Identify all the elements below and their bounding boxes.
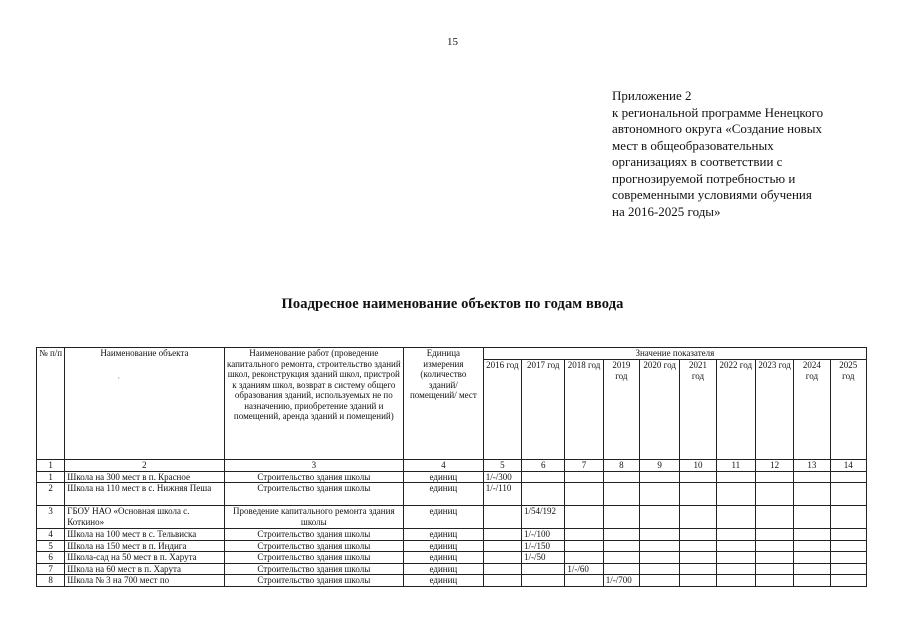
row-value-2021	[680, 471, 716, 483]
row-value-2017: 1/-/50	[522, 552, 565, 564]
appendix-note	[612, 88, 892, 220]
appendix-line: прогнозируемой потребностью и	[612, 170, 796, 186]
row-value-2019: 1/-/700	[603, 575, 639, 587]
column-number: 13	[794, 460, 830, 472]
row-value-2025	[830, 563, 866, 575]
row-number: 7	[37, 563, 65, 575]
appendix-line: современными условиями обучения	[612, 187, 812, 202]
page-number: 15	[447, 36, 458, 48]
row-value-2016	[483, 506, 521, 529]
column-number: 7	[565, 460, 603, 472]
header-year: 2023 год	[755, 360, 793, 460]
column-number: 3	[224, 460, 404, 472]
header-year: 2019 год	[603, 360, 639, 460]
row-value-2022	[716, 575, 755, 587]
header-object-mark: ·	[117, 372, 121, 383]
table-row	[37, 483, 867, 506]
appendix-line: на 2016-2025 годы»	[612, 203, 721, 219]
row-value-2017	[522, 483, 565, 506]
row-value-2017	[522, 563, 565, 575]
table-row	[37, 540, 867, 552]
row-value-2023	[755, 471, 793, 483]
header-year: 2025 год	[830, 360, 866, 460]
row-value-2021	[680, 506, 716, 529]
row-value-2017	[522, 575, 565, 587]
header-year: 2021 год	[680, 360, 716, 460]
row-value-2018	[565, 471, 603, 483]
row-value-2023	[755, 529, 793, 541]
row-value-2025	[830, 540, 866, 552]
row-value-2023	[755, 540, 793, 552]
row-unit: единиц	[404, 529, 484, 541]
row-value-2021	[680, 540, 716, 552]
row-value-2019	[603, 552, 639, 564]
row-unit: единиц	[404, 575, 484, 587]
row-value-2020	[640, 540, 680, 552]
row-value-2019	[603, 483, 639, 506]
row-works: Строительство здания школы	[224, 575, 404, 587]
row-value-2025	[830, 483, 866, 506]
row-value-2023	[755, 483, 793, 506]
row-unit: единиц	[404, 563, 484, 575]
row-value-2019	[603, 471, 639, 483]
row-value-2021	[680, 575, 716, 587]
table-row	[37, 471, 867, 483]
row-value-2021	[680, 483, 716, 506]
row-works: Проведение капитального ремонта здания школы	[224, 506, 404, 529]
row-number: 3	[37, 506, 65, 529]
row-value-2020	[640, 563, 680, 575]
row-value-2022	[716, 483, 755, 506]
column-number: 1	[37, 460, 65, 472]
row-object: Школа на 60 мест в п. Харута	[65, 563, 224, 575]
row-number: 2	[37, 483, 65, 506]
row-unit: единиц	[404, 506, 484, 529]
row-value-2016	[483, 552, 521, 564]
row-value-2023	[755, 575, 793, 587]
appendix-line: Приложение 2	[612, 88, 692, 103]
table-row	[37, 506, 867, 529]
column-number: 6	[522, 460, 565, 472]
row-value-2023	[755, 552, 793, 564]
row-value-2025	[830, 506, 866, 529]
row-unit: единиц	[404, 471, 484, 483]
row-object: Школа № 3 на 700 мест по	[65, 575, 224, 587]
header-year: 2024 год	[794, 360, 830, 460]
column-numbers-row	[37, 460, 867, 472]
row-value-2018	[565, 575, 603, 587]
row-unit: единиц	[404, 552, 484, 564]
row-value-2019	[603, 563, 639, 575]
row-value-2023	[755, 563, 793, 575]
column-number: 12	[755, 460, 793, 472]
row-value-2024	[794, 552, 830, 564]
row-works: Строительство здания школы	[224, 563, 404, 575]
row-value-2016: 1/-/110	[483, 483, 521, 506]
appendix-line: мест в общеобразовательных	[612, 137, 774, 153]
row-value-2021	[680, 552, 716, 564]
row-object: Школа на 100 мест в с. Тельвиска	[65, 529, 224, 541]
header-object	[65, 348, 224, 460]
table-row	[37, 563, 867, 575]
row-value-2020	[640, 471, 680, 483]
row-value-2020	[640, 575, 680, 587]
row-value-2022	[716, 540, 755, 552]
header-object-label: Наименование объекта	[100, 348, 189, 358]
row-value-2022	[716, 471, 755, 483]
column-number: 9	[640, 460, 680, 472]
row-value-2024	[794, 483, 830, 506]
row-value-2018	[565, 540, 603, 552]
column-number: 11	[716, 460, 755, 472]
row-value-2018	[565, 552, 603, 564]
row-value-2018: 1/-/60	[565, 563, 603, 575]
header-num: № п/п	[37, 348, 65, 460]
row-value-2020	[640, 552, 680, 564]
row-value-2018	[565, 483, 603, 506]
row-value-2025	[830, 529, 866, 541]
row-number: 8	[37, 575, 65, 587]
row-value-2017: 1/-/100	[522, 529, 565, 541]
appendix-line: к региональной программе Ненецкого	[612, 104, 824, 120]
column-number: 4	[404, 460, 484, 472]
row-value-2024	[794, 471, 830, 483]
table-body	[37, 460, 867, 587]
column-number: 10	[680, 460, 716, 472]
row-value-2019	[603, 540, 639, 552]
row-value-2020	[640, 506, 680, 529]
column-number: 14	[830, 460, 866, 472]
row-object: Школа-сад на 50 мест в п. Харута	[65, 552, 224, 564]
row-value-2022	[716, 563, 755, 575]
appendix-line: организациях в соответствии с	[612, 154, 783, 169]
header-year: 2017 год	[522, 360, 565, 460]
row-unit: единиц	[404, 483, 484, 506]
row-value-2017: 1/54/192	[522, 506, 565, 529]
row-value-2024	[794, 563, 830, 575]
row-works: Строительство здания школы	[224, 471, 404, 483]
header-year: 2022 год	[716, 360, 755, 460]
row-works: Строительство здания школы	[224, 552, 404, 564]
row-value-2020	[640, 529, 680, 541]
row-value-2020	[640, 483, 680, 506]
row-number: 5	[37, 540, 65, 552]
row-works: Строительство здания школы	[224, 483, 404, 506]
header-indicator: Значение показателя	[483, 348, 866, 360]
row-value-2017	[522, 471, 565, 483]
row-value-2024	[794, 529, 830, 541]
appendix-line: автономного округа «Создание новых	[612, 121, 822, 136]
header-unit: Единица измерения (количество зданий/ помещений/ мест	[404, 348, 484, 460]
row-value-2023	[755, 506, 793, 529]
row-object: Школа на 300 мест в п. Красное	[65, 471, 224, 483]
row-number: 4	[37, 529, 65, 541]
row-value-2017: 1/-/150	[522, 540, 565, 552]
objects-table	[36, 347, 867, 587]
row-value-2022	[716, 506, 755, 529]
row-unit: единиц	[404, 540, 484, 552]
document-title: Поадресное наименование объектов по годам ввода	[281, 296, 624, 312]
row-number: 1	[37, 471, 65, 483]
table-row	[37, 529, 867, 541]
row-works: Строительство здания школы	[224, 529, 404, 541]
row-value-2021	[680, 529, 716, 541]
row-value-2016: 1/-/300	[483, 471, 521, 483]
table-row	[37, 575, 867, 587]
row-value-2018	[565, 506, 603, 529]
row-value-2024	[794, 575, 830, 587]
row-value-2018	[565, 529, 603, 541]
row-value-2025	[830, 471, 866, 483]
row-value-2016	[483, 563, 521, 575]
column-number: 2	[65, 460, 224, 472]
row-works: Строительство здания школы	[224, 540, 404, 552]
row-value-2021	[680, 563, 716, 575]
header-works: Наименование работ (проведение капитального ремонта, строительство зданий школ, реконструкция зданий школ, пристрой к зданиям школ, возврат в систему общего образования зданий, используемых не по назначению, приобретение зданий и помещений, аренда зданий и помещений)	[224, 348, 404, 460]
row-value-2025	[830, 575, 866, 587]
row-value-2016	[483, 540, 521, 552]
header-year: 2016 год	[483, 360, 521, 460]
table-row	[37, 552, 867, 564]
row-value-2024	[794, 506, 830, 529]
table-header	[37, 348, 867, 460]
row-value-2025	[830, 552, 866, 564]
row-number: 6	[37, 552, 65, 564]
header-year: 2018 год	[565, 360, 603, 460]
row-value-2022	[716, 529, 755, 541]
row-object: Школа на 150 мест в п. Индига	[65, 540, 224, 552]
row-value-2022	[716, 552, 755, 564]
column-number: 5	[483, 460, 521, 472]
row-object: Школа на 110 мест в с. Нижняя Пеша	[65, 483, 224, 506]
column-number: 8	[603, 460, 639, 472]
row-object: ГБОУ НАО «Основная школа с. Коткино»	[65, 506, 224, 529]
row-value-2016	[483, 529, 521, 541]
row-value-2024	[794, 540, 830, 552]
row-value-2019	[603, 529, 639, 541]
row-value-2016	[483, 575, 521, 587]
row-value-2019	[603, 506, 639, 529]
header-year: 2020 год	[640, 360, 680, 460]
